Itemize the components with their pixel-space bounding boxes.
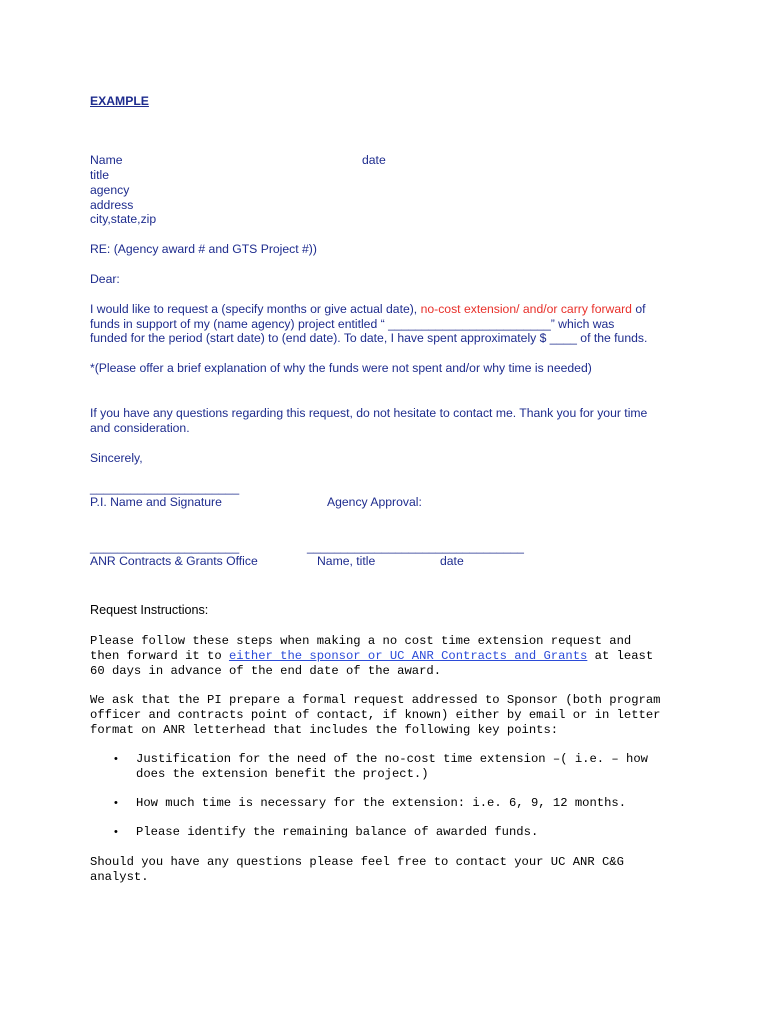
- instructions-paragraph-1-line-3: 60 days in advance of the end date of the award.: [90, 664, 442, 678]
- re-line: RE: (Agency award # and GTS Project #)): [90, 242, 317, 256]
- instructions-heading: Request Instructions:: [90, 603, 209, 617]
- body-paragraph-1-line-3: funded for the period (start date) to (end date). To date, I have spent approximately $ ____ of the funds.: [90, 331, 648, 345]
- anr-signature-label: ANR Contracts & Grants Office: [90, 554, 258, 568]
- bullet-item-3: Please identify the remaining balance of awarded funds.: [136, 825, 539, 839]
- bullet-item-1-line-2: does the extension benefit the project.): [136, 767, 429, 781]
- instructions-closing-line-1: Should you have any questions please feel free to contact your UC ANR C&G: [90, 855, 624, 869]
- body-text: then forward it to: [90, 649, 229, 663]
- bullet-icon: •: [114, 797, 118, 809]
- instructions-paragraph-1-line-1: Please follow these steps when making a no cost time extension request and: [90, 634, 632, 648]
- name-title-label: Name, title: [317, 554, 376, 568]
- instructions-paragraph-1-line-2: [90, 649, 653, 664]
- document-title: EXAMPLE: [90, 94, 149, 108]
- body-text: I would like to request a (specify months or give actual date),: [90, 302, 421, 316]
- bullet-item-2: How much time is necessary for the extension: i.e. 6, 9, 12 months.: [136, 796, 627, 810]
- body-paragraph-1-line-2: funds in support of my (name agency) project entitled “ ________________________” which was: [90, 317, 615, 331]
- pi-signature-label: P.I. Name and Signature: [90, 495, 222, 509]
- bullet-item-1-line-1: Justification for the need of the no-cost time extension –( i.e. – how: [136, 752, 648, 766]
- instructions-paragraph-2-line-3: format on ANR letterhead that includes the following key points:: [90, 723, 559, 737]
- bullet-icon: •: [114, 753, 118, 765]
- recipient-city: city,state,zip: [90, 212, 157, 226]
- instructions-paragraph-2-line-2: officer and contracts point of contact, if known) either by email or in letter: [90, 708, 661, 722]
- body-paragraph-3-line-2: and consideration.: [90, 421, 190, 435]
- closing: Sincerely,: [90, 451, 143, 465]
- body-text: at least: [587, 649, 654, 663]
- instructions-paragraph-2-line-1: We ask that the PI prepare a formal request addressed to Sponsor (both program: [90, 693, 661, 707]
- pi-signature-line: ______________________: [90, 481, 240, 495]
- instructions-closing-line-2: analyst.: [90, 870, 149, 884]
- bullet-icon: •: [114, 826, 118, 838]
- body-paragraph-1-line-1: [90, 302, 646, 317]
- recipient-title: title: [90, 168, 109, 182]
- recipient-name: Name: [90, 153, 123, 167]
- body-paragraph-2: *(Please offer a brief explanation of why the funds were not spent and/or why time is needed): [90, 361, 592, 375]
- body-paragraph-3-line-1: If you have any questions regarding this request, do not hesitate to contact me. Thank you for your time: [90, 406, 648, 420]
- recipient-agency: agency: [90, 183, 130, 197]
- name-title-signature-line: ________________________________: [307, 540, 524, 554]
- body-text: of: [631, 302, 646, 316]
- letter-date: date: [362, 153, 386, 167]
- contracts-grants-link[interactable]: either the sponsor or UC ANR Contracts and Grants: [228, 649, 588, 663]
- anr-signature-line: ______________________: [90, 540, 240, 554]
- signature-date-label: date: [440, 554, 464, 568]
- agency-approval-label: Agency Approval:: [327, 495, 422, 509]
- highlighted-text: no-cost extension/ and/or carry forward: [420, 302, 632, 316]
- salutation: Dear:: [90, 272, 120, 286]
- recipient-address: address: [90, 198, 134, 212]
